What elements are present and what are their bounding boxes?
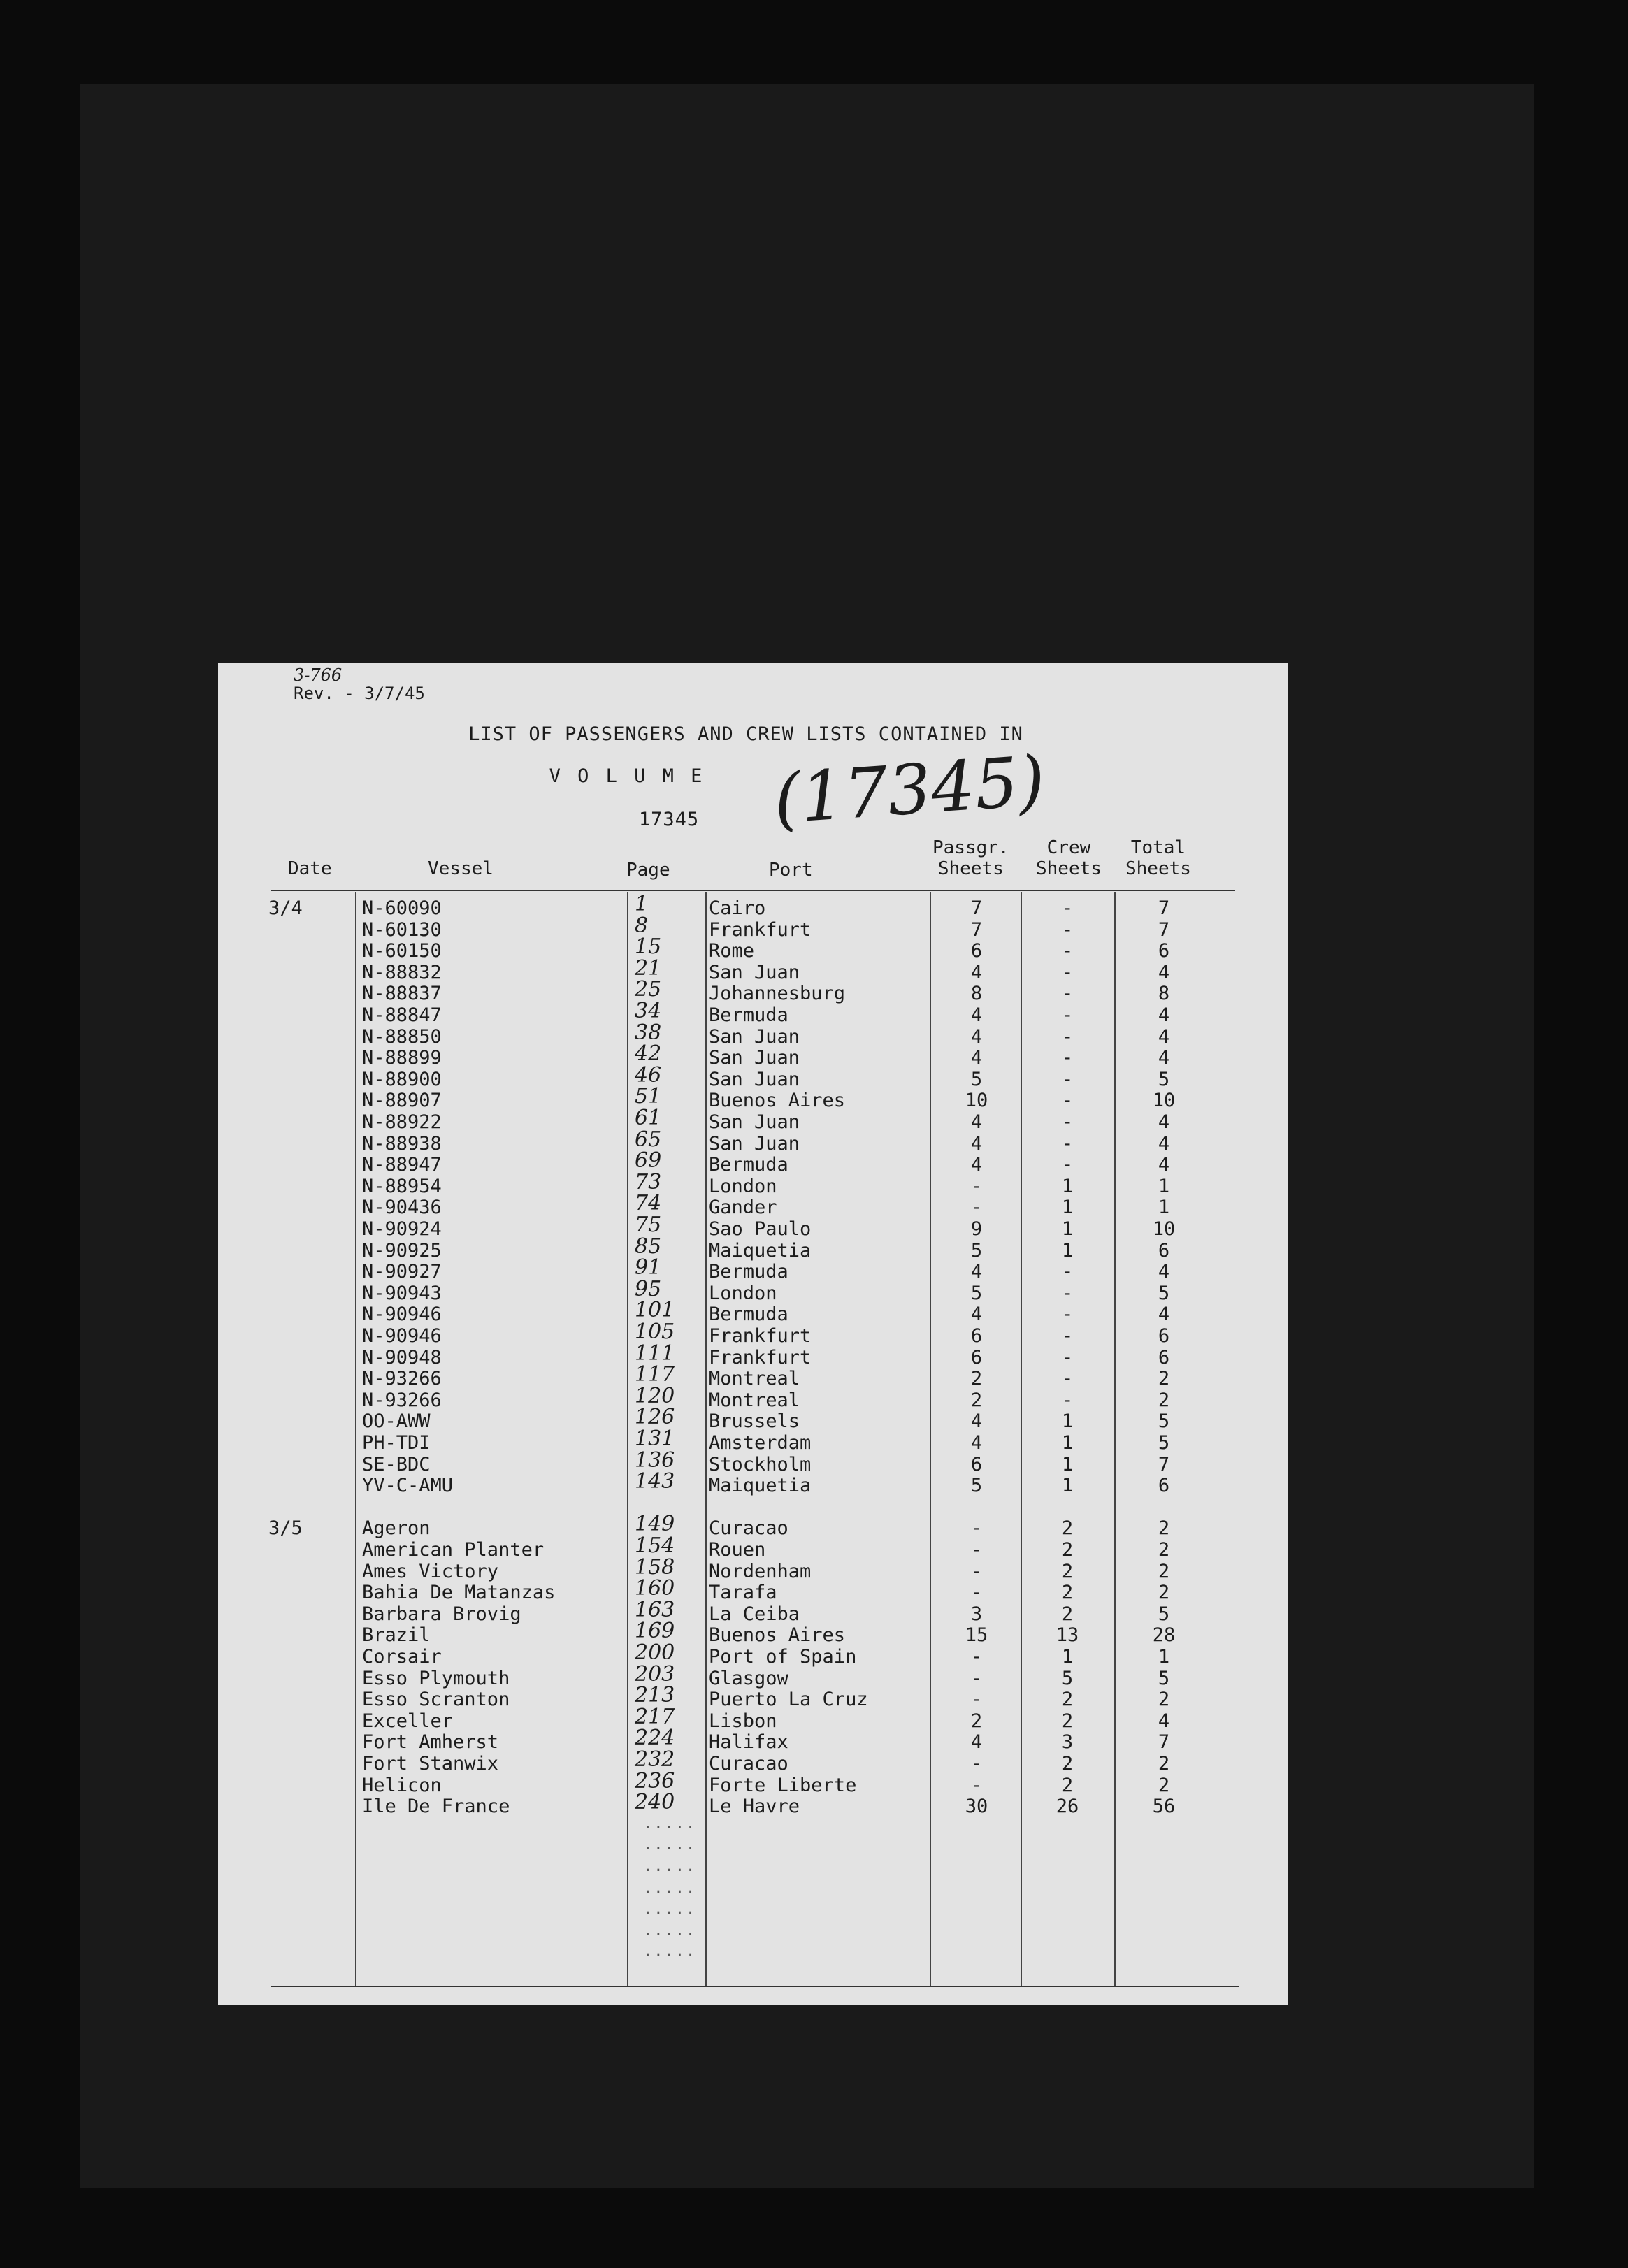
port-cell: Rouen [709,1539,766,1561]
total-sheets-cell: 2 [1158,1389,1170,1411]
header-crew-line1: Crew [1046,837,1091,858]
passenger-sheets-cell: - [970,1175,983,1197]
vessel-cell: N-90924 [362,1218,442,1240]
crew-sheets-cell: 2 [1061,1689,1074,1711]
vessel-cell: Fort Stanwix [362,1753,499,1775]
vessel-cell: Corsair [362,1646,442,1668]
passenger-sheets-cell: 8 [970,983,983,1005]
header-port: Port [769,860,813,881]
total-sheets-cell: 4 [1158,961,1170,983]
port-cell: Bermuda [709,1154,788,1176]
total-sheets-cell: 4 [1158,1710,1170,1732]
total-sheets-cell: 2 [1158,1368,1170,1390]
passenger-sheets-cell: - [970,1539,983,1561]
crew-sheets-cell: - [1061,897,1074,919]
total-sheets-cell: 1 [1158,1175,1170,1197]
port-cell: Tarafa [709,1582,777,1604]
port-cell: Sao Paulo [709,1218,812,1240]
page-cell: 61 [635,1106,662,1130]
header-crew-sheets [1036,837,1102,879]
passenger-sheets-cell: 5 [970,1239,983,1262]
passenger-sheets-cell: 7 [970,897,983,919]
vessel-cell: N-90436 [362,1197,442,1219]
port-cell: Amsterdam [709,1432,812,1454]
port-cell: Maiquetia [709,1239,812,1262]
crew-sheets-cell: 2 [1061,1774,1074,1796]
passenger-sheets-cell: - [970,1753,983,1775]
document-title: LIST OF PASSENGERS AND CREW LISTS CONTAINED IN [468,723,1023,745]
vessel-cell: SE-BDC [362,1453,431,1475]
total-sheets-cell: 4 [1158,1154,1170,1176]
passenger-sheets-cell: 4 [970,961,983,983]
revision-date: Rev. - 3/7/45 [294,684,425,703]
vessel-cell: N-88850 [362,1025,442,1048]
total-sheets-cell: 4 [1158,1261,1170,1283]
volume-label: V O L U M E [549,765,705,787]
passenger-sheets-cell: - [970,1646,983,1668]
passenger-sheets-cell: 4 [970,1047,983,1069]
volume-number: 17345 [638,809,700,830]
crew-sheets-cell: 1 [1061,1453,1074,1475]
header-date: Date [288,858,332,879]
total-sheets-cell: 4 [1158,1047,1170,1069]
header-page: Page [626,860,670,881]
vessel-cell: N-90927 [362,1261,442,1283]
divider-port-passengers [930,892,931,1986]
crew-sheets-cell: 1 [1061,1218,1074,1240]
passenger-sheets-cell: 2 [970,1389,983,1411]
dotted-leader: ····· [643,1883,697,1901]
passenger-sheets-cell: 9 [970,1218,983,1240]
page-cell: 101 [635,1298,675,1323]
passenger-sheets-cell: - [970,1582,983,1604]
page-cell: 143 [635,1469,675,1494]
dotted-leader: ····· [643,1905,697,1923]
header-rule [271,890,1235,891]
port-cell: La Ceiba [709,1603,800,1625]
crew-sheets-cell: - [1061,1325,1074,1347]
passenger-sheets-cell: 7 [970,918,983,941]
page-cell: 131 [635,1426,675,1451]
vessel-cell: OO-AWW [362,1410,431,1433]
port-cell: Frankfurt [709,1346,812,1368]
total-sheets-cell: 7 [1158,918,1170,941]
total-sheets-cell: 4 [1158,1004,1170,1026]
header-total-sheets [1125,837,1191,879]
passenger-sheets-cell: 10 [965,1090,988,1112]
header-passenger-line1: Passgr. [932,837,1009,858]
total-sheets-cell: 7 [1158,897,1170,919]
page-cell: 149 [635,1512,675,1537]
page-cell: 51 [635,1084,662,1109]
port-cell: Le Havre [709,1796,800,1818]
port-cell: Gander [709,1197,777,1219]
passenger-sheets-cell: - [970,1560,983,1582]
crew-sheets-cell: 3 [1061,1731,1074,1754]
crew-sheets-cell: - [1061,1154,1074,1176]
vessel-cell: N-90943 [362,1282,442,1304]
port-cell: London [709,1175,777,1197]
total-sheets-cell: 1 [1158,1197,1170,1219]
vessel-cell: N-88907 [362,1090,442,1112]
handwritten-volume-number: (17345) [771,741,1048,840]
total-sheets-cell: 5 [1158,1282,1170,1304]
vessel-cell: Ile De France [362,1796,510,1818]
crew-sheets-cell: - [1061,918,1074,941]
bottom-rule [271,1986,1239,1987]
vessel-cell: N-88847 [362,1004,442,1026]
document-page [218,663,1288,2005]
crew-sheets-cell: - [1061,940,1074,962]
vessel-cell: Ames Victory [362,1560,499,1582]
vessel-cell: Bahia De Matanzas [362,1582,556,1604]
port-cell: San Juan [709,1025,800,1048]
page-cell: 105 [635,1320,675,1344]
total-sheets-cell: 56 [1152,1796,1176,1818]
crew-sheets-cell: - [1061,1068,1074,1090]
port-cell: Maiquetia [709,1475,812,1497]
vessel-cell: American Planter [362,1539,545,1561]
vessel-cell: N-90946 [362,1325,442,1347]
vessel-cell: Esso Plymouth [362,1667,510,1689]
total-sheets-cell: 4 [1158,1111,1170,1133]
port-cell: Nordenham [709,1560,812,1582]
divider-crew-total [1114,892,1116,1986]
total-sheets-cell: 10 [1152,1218,1176,1240]
header-passenger-sheets [932,837,1009,879]
passenger-sheets-cell: - [970,1774,983,1796]
page-cell: 236 [635,1768,675,1793]
page-cell: 203 [635,1661,675,1686]
total-sheets-cell: 5 [1158,1410,1170,1433]
total-sheets-cell: 2 [1158,1582,1170,1604]
page-cell: 217 [635,1704,675,1729]
page-cell: 213 [635,1683,675,1708]
dotted-leader: ····· [643,1947,697,1965]
passenger-sheets-cell: 4 [970,1004,983,1026]
crew-sheets-cell: 2 [1061,1753,1074,1775]
divider-passengers-crew [1021,892,1022,1986]
form-code: 3-766 [294,665,343,685]
crew-sheets-cell: 1 [1061,1646,1074,1668]
page-cell: 117 [635,1362,675,1387]
crew-sheets-cell: - [1061,1261,1074,1283]
passenger-sheets-cell: 30 [965,1796,988,1818]
crew-sheets-cell: 26 [1056,1796,1079,1818]
total-sheets-cell: 6 [1158,1325,1170,1347]
vessel-cell: N-88900 [362,1068,442,1090]
passenger-sheets-cell: 6 [970,940,983,962]
divider-vessel-page [627,892,628,1986]
vessel-cell: Helicon [362,1774,442,1796]
vessel-cell: N-60090 [362,897,442,919]
crew-sheets-cell: 2 [1061,1539,1074,1561]
port-cell: Glasgow [709,1667,788,1689]
total-sheets-cell: 6 [1158,1239,1170,1262]
vessel-cell: YV-C-AMU [362,1475,454,1497]
crew-sheets-cell: - [1061,1368,1074,1390]
header-passenger-line2: Sheets [937,858,1004,879]
port-cell: Stockholm [709,1453,812,1475]
header-total-line2: Sheets [1125,858,1191,879]
crew-sheets-cell: - [1061,1090,1074,1112]
total-sheets-cell: 5 [1158,1432,1170,1454]
total-sheets-cell: 2 [1158,1774,1170,1796]
vessel-cell: N-93266 [362,1389,442,1411]
dotted-leader: ····· [643,1819,697,1837]
page-cell: 91 [635,1255,662,1280]
passenger-sheets-cell: 4 [970,1432,983,1454]
port-cell: San Juan [709,1068,800,1090]
passenger-sheets-cell: 4 [970,1025,983,1048]
port-cell: Brussels [709,1410,800,1433]
page-cell: 46 [635,1062,662,1088]
passenger-sheets-cell: 2 [970,1368,983,1390]
port-cell: Montreal [709,1389,800,1411]
crew-sheets-cell: - [1061,1282,1074,1304]
dotted-leader: ····· [643,1926,697,1944]
divider-page-port [705,892,707,1986]
header-vessel: Vessel [428,858,494,879]
vessel-cell: N-88899 [362,1047,442,1069]
total-sheets-cell: 2 [1158,1560,1170,1582]
page-cell: 111 [635,1341,675,1366]
passenger-sheets-cell: - [970,1197,983,1219]
port-cell: Bermuda [709,1303,788,1326]
passenger-sheets-cell: 4 [970,1132,983,1155]
passenger-sheets-cell: 5 [970,1068,983,1090]
page-cell: 240 [635,1790,675,1815]
port-cell: San Juan [709,1047,800,1069]
page-cell: 232 [635,1747,675,1772]
total-sheets-cell: 4 [1158,1303,1170,1326]
page-cell: 200 [635,1640,675,1665]
crew-sheets-cell: 1 [1061,1432,1074,1454]
passenger-sheets-cell: 4 [970,1111,983,1133]
vessel-cell: N-60150 [362,940,442,962]
port-cell: Cairo [709,897,766,919]
page-cell: 69 [635,1148,662,1173]
port-cell: Lisbon [709,1710,777,1732]
total-sheets-cell: 5 [1158,1068,1170,1090]
total-sheets-cell: 2 [1158,1517,1170,1540]
port-cell: London [709,1282,777,1304]
passenger-sheets-cell: - [970,1517,983,1540]
port-cell: Forte Liberte [709,1774,857,1796]
crew-sheets-cell: - [1061,1132,1074,1155]
page-cell: 21 [635,955,662,981]
crew-sheets-cell: - [1061,1111,1074,1133]
port-cell: Puerto La Cruz [709,1689,868,1711]
page-cell: 163 [635,1597,675,1622]
vessel-cell: N-60130 [362,918,442,941]
port-cell: Johannesburg [709,983,846,1005]
dotted-leader: ····· [643,1862,697,1879]
total-sheets-cell: 2 [1158,1753,1170,1775]
passenger-sheets-cell: - [970,1667,983,1689]
port-cell: Frankfurt [709,1325,812,1347]
passenger-sheets-cell: 6 [970,1453,983,1475]
page-cell: 154 [635,1533,675,1558]
crew-sheets-cell: 2 [1061,1603,1074,1625]
passenger-sheets-cell: 4 [970,1154,983,1176]
page-cell: 25 [635,977,662,1002]
total-sheets-cell: 1 [1158,1646,1170,1668]
vessel-cell: Exceller [362,1710,454,1732]
crew-sheets-cell: - [1061,1047,1074,1069]
port-cell: San Juan [709,1111,800,1133]
passenger-sheets-cell: 5 [970,1475,983,1497]
divider-date-vessel [355,892,356,1986]
total-sheets-cell: 8 [1158,983,1170,1005]
vessel-cell: PH-TDI [362,1432,431,1454]
vessel-cell: Barbara Brovig [362,1603,521,1625]
crew-sheets-cell: - [1061,1389,1074,1411]
vessel-cell: N-88837 [362,983,442,1005]
vessel-cell: N-88947 [362,1154,442,1176]
vessel-cell: N-88954 [362,1175,442,1197]
total-sheets-cell: 4 [1158,1025,1170,1048]
header-crew-line2: Sheets [1036,858,1102,879]
crew-sheets-cell: 2 [1061,1517,1074,1540]
port-cell: San Juan [709,1132,800,1155]
total-sheets-cell: 6 [1158,1475,1170,1497]
page-cell: 158 [635,1554,675,1580]
vessel-cell: N-90946 [362,1303,442,1326]
crew-sheets-cell: 2 [1061,1560,1074,1582]
passenger-sheets-cell: 4 [970,1410,983,1433]
total-sheets-cell: 28 [1152,1624,1176,1647]
vessel-cell: Esso Scranton [362,1689,510,1711]
total-sheets-cell: 6 [1158,940,1170,962]
crew-sheets-cell: 5 [1061,1667,1074,1689]
port-cell: Buenos Aires [709,1624,846,1647]
passenger-sheets-cell: 6 [970,1346,983,1368]
passenger-sheets-cell: 6 [970,1325,983,1347]
vessel-cell: N-90948 [362,1346,442,1368]
page-cell: 85 [635,1234,662,1259]
page-cell: 136 [635,1447,675,1473]
header-total-line1: Total [1130,837,1186,858]
vessel-cell: N-88938 [362,1132,442,1155]
page-cell: 74 [635,1191,662,1216]
vessel-cell: N-93266 [362,1368,442,1390]
crew-sheets-cell: - [1061,1004,1074,1026]
page-cell: 15 [635,934,662,960]
total-sheets-cell: 2 [1158,1689,1170,1711]
total-sheets-cell: 7 [1158,1731,1170,1754]
page-cell: 224 [635,1726,675,1751]
crew-sheets-cell: 13 [1056,1624,1079,1647]
vessel-cell: N-88832 [362,961,442,983]
crew-sheets-cell: - [1061,983,1074,1005]
page-cell: 160 [635,1576,675,1601]
vessel-cell: Brazil [362,1624,431,1647]
vessel-cell: Ageron [362,1517,431,1540]
total-sheets-cell: 6 [1158,1346,1170,1368]
page-cell: 126 [635,1405,675,1430]
vessel-cell: N-90925 [362,1239,442,1262]
page-cell: 42 [635,1041,662,1067]
form-code-block [294,666,425,702]
passenger-sheets-cell: 4 [970,1731,983,1754]
group-date: 3/4 [268,897,303,919]
port-cell: Rome [709,940,755,962]
total-sheets-cell: 2 [1158,1539,1170,1561]
page-cell: 65 [635,1127,662,1152]
crew-sheets-cell: - [1061,1346,1074,1368]
page-cell: 38 [635,1020,662,1045]
page-cell: 120 [635,1383,675,1408]
crew-sheets-cell: - [1061,1303,1074,1326]
page-cell: 8 [635,913,649,938]
vessel-cell: N-88922 [362,1111,442,1133]
port-cell: Bermuda [709,1004,788,1026]
passenger-sheets-cell: 2 [970,1710,983,1732]
page-cell: 1 [635,892,649,916]
port-cell: Curacao [709,1753,788,1775]
passenger-sheets-cell: 4 [970,1261,983,1283]
total-sheets-cell: 10 [1152,1090,1176,1112]
passenger-sheets-cell: - [970,1689,983,1711]
crew-sheets-cell: - [1061,961,1074,983]
port-cell: Buenos Aires [709,1090,846,1112]
crew-sheets-cell: 1 [1061,1197,1074,1219]
crew-sheets-cell: - [1061,1025,1074,1048]
group-date: 3/5 [268,1517,303,1540]
port-cell: San Juan [709,961,800,983]
vessel-cell: Fort Amherst [362,1731,499,1754]
crew-sheets-cell: 2 [1061,1582,1074,1604]
page-cell: 73 [635,1169,662,1194]
passenger-sheets-cell: 3 [970,1603,983,1625]
passenger-sheets-cell: 4 [970,1303,983,1326]
crew-sheets-cell: 1 [1061,1239,1074,1262]
port-cell: Halifax [709,1731,788,1754]
dotted-leader: ····· [643,1840,697,1858]
page-cell: 95 [635,1276,662,1301]
page-cell: 75 [635,1213,662,1237]
port-cell: Frankfurt [709,918,812,941]
crew-sheets-cell: 1 [1061,1410,1074,1433]
total-sheets-cell: 5 [1158,1603,1170,1625]
crew-sheets-cell: 1 [1061,1175,1074,1197]
crew-sheets-cell: 2 [1061,1710,1074,1732]
page-cell: 34 [635,999,662,1023]
page-cell: 169 [635,1619,675,1644]
total-sheets-cell: 7 [1158,1453,1170,1475]
passenger-sheets-cell: 5 [970,1282,983,1304]
crew-sheets-cell: 1 [1061,1475,1074,1497]
port-cell: Bermuda [709,1261,788,1283]
port-cell: Curacao [709,1517,788,1540]
total-sheets-cell: 5 [1158,1667,1170,1689]
port-cell: Montreal [709,1368,800,1390]
total-sheets-cell: 4 [1158,1132,1170,1155]
passenger-sheets-cell: 15 [965,1624,988,1647]
port-cell: Port of Spain [709,1646,857,1668]
